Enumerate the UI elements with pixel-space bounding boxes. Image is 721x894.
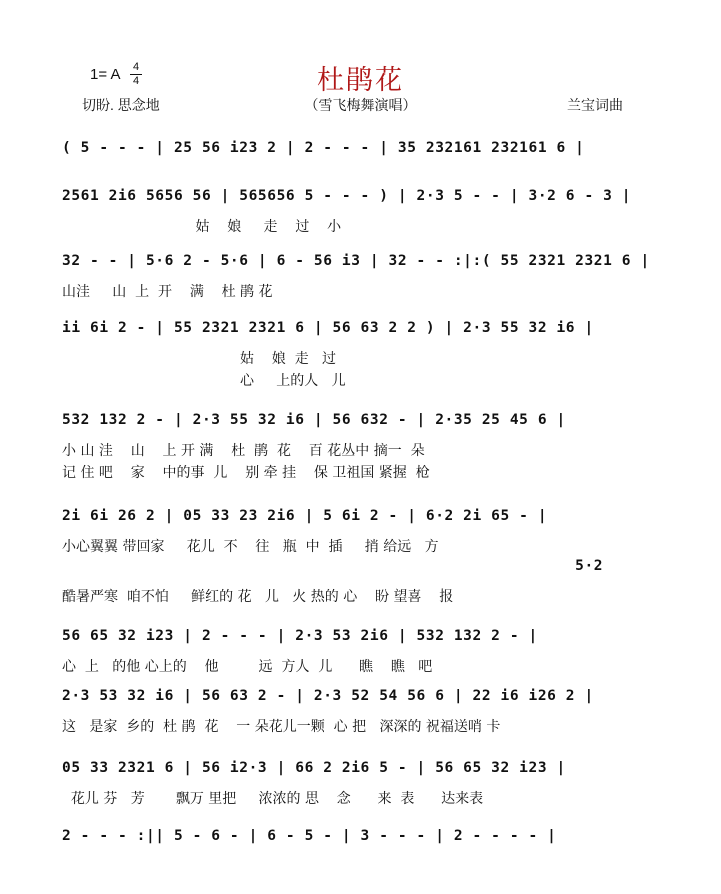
credits: 兰宝词曲 (567, 97, 623, 113)
key-signature: 1= A (90, 66, 121, 83)
lyric-line: 山洼 山 上 开 满 杜 鹃 花 (62, 284, 273, 300)
performer-subtitle: （雪飞梅舞演唱） (304, 97, 417, 113)
lyric-line: 记 住 吧 家 中的事 儿 别 牵 挂 保 卫祖国 紧握 枪 (62, 465, 430, 481)
lyric-line: 心 上的人 儿 (62, 373, 346, 389)
notation-row: ii 6i 2 - | 55 2321 2321 6 | 56 63 2 2 ) | 2·3 55 32 i6 | (62, 320, 594, 336)
time-signature-top: 4 (132, 61, 140, 73)
lyric-line: 小 山 洼 山 上 开 满 杜 鹃 花 百 花丛中 摘一 朵 (62, 443, 425, 459)
song-title: 杜鹃花 (317, 65, 404, 96)
notation-row: 2 - - - :|| 5 - 6 - | 6 - 5 - | 3 - - - | 2 - - - - | (62, 828, 557, 844)
notation-row: 2i 6i 26 2 | 05 33 23 2i6 | 5 6i 2 - | 6·2 2i 65 - | (62, 508, 548, 524)
time-signature-bottom: 4 (132, 75, 140, 87)
notation-row: 05 33 2321 6 | 56 i2·3 | 66 2 2i6 5 - | 56 65 32 i23 | (62, 760, 566, 776)
lyric-line: 姑 娘 走 过 小 (62, 219, 342, 235)
notation-row: 32 - - | 5·6 2 - 5·6 | 6 - 56 i3 | 32 - - :|:( 55 2321 2321 6 | (62, 253, 650, 269)
lyric-line: 心 上 的他 心上的 他 远 方人 儿 瞧 瞧 吧 (62, 659, 433, 675)
notation-row: ( 5 - - - | 25 56 i23 2 | 2 - - - | 35 232161 232161 6 | (62, 140, 585, 156)
notation-row: 2561 2i6 5656 56 | 565656 5 - - - ) | 2·3 5 - - | 3·2 6 - 3 | (62, 188, 632, 204)
lyric-line: 花儿 芬 芳 飘万 里把 浓浓的 思 念 来 表 达来表 (62, 791, 484, 807)
expression-marking: 切盼. 思念地 (82, 97, 160, 113)
lyric-line: 姑 娘 走 过 (62, 351, 337, 367)
notation-row: 56 65 32 i23 | 2 - - - | 2·3 53 2i6 | 532 132 2 - | (62, 628, 538, 644)
lyric-line: 小心翼翼 带回家 花儿 不 往 瓶 中 插 捎 给远 方 (62, 539, 439, 555)
notation-row: 2·3 53 32 i6 | 56 63 2 - | 2·3 52 54 56 6 | 22 i6 i26 2 | (62, 688, 594, 704)
notation-row: 5·2 (62, 558, 604, 574)
lyric-line: 酷暑严寒 咱不怕 鲜红的 花 儿 火 热的 心 盼 望喜 报 (62, 589, 454, 605)
notation-row: 532 132 2 - | 2·3 55 32 i6 | 56 632 - | 2·35 25 45 6 | (62, 412, 566, 428)
lyric-line: 这 是家 乡的 杜 鹃 花 一 朵花儿一颗 心 把 深深的 祝福送哨 卡 (62, 719, 501, 735)
